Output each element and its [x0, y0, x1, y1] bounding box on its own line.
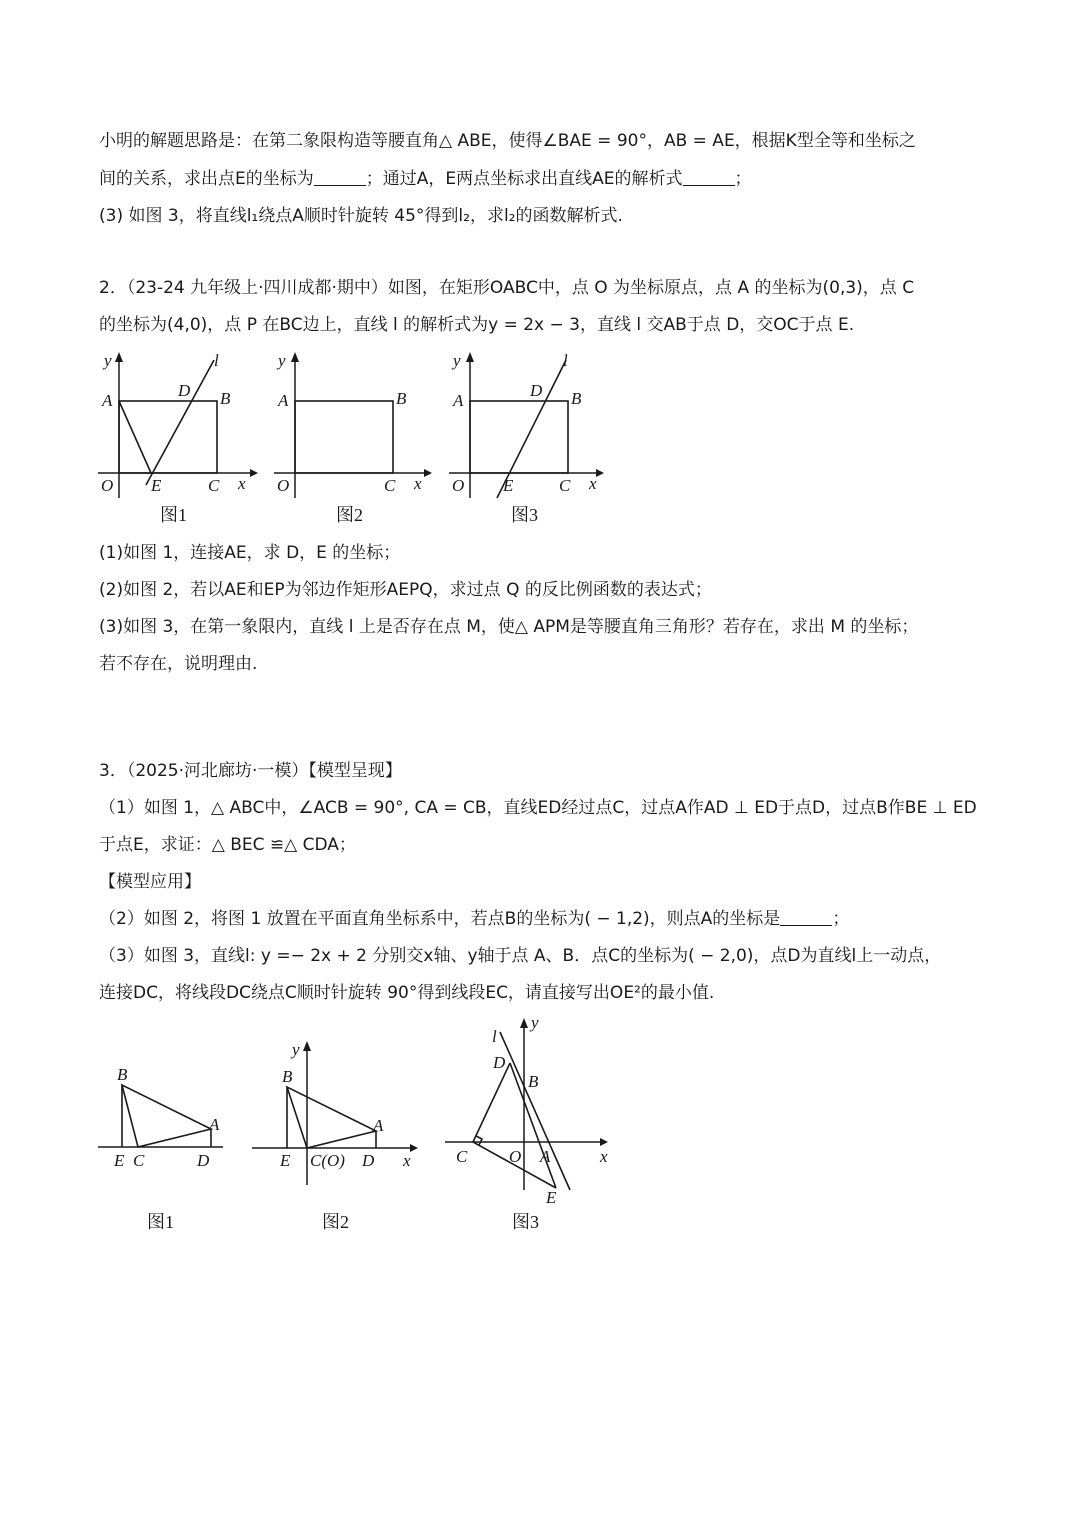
label-x: x: [589, 474, 597, 493]
q3-line-5: [99, 907, 849, 931]
label-e: E: [546, 1188, 557, 1207]
q3-line-2: （1）如图 1，△ ABC中，∠ACB = 90°, CA = CB，直线ED经过点C，过点A作AD ⊥ ED于点D，过点B作BE ⊥ ED: [99, 798, 977, 818]
label-x: x: [600, 1147, 608, 1166]
label-x: x: [414, 474, 422, 493]
y-axis-arrow-icon: [115, 352, 123, 362]
line-l: [146, 360, 214, 485]
x-axis-arrow-icon: [600, 1138, 608, 1146]
q3-line-5-part-a: （2）如图 2，将图 1 放置在平面直角坐标系中，若点B的坐标为( − 1,2)，则点A的坐标是: [99, 909, 781, 929]
triangle-abc: [287, 1087, 376, 1148]
label-l: l: [492, 1027, 497, 1046]
x-axis-arrow-icon: [424, 469, 432, 477]
q3-line-1: 3．（2025·河北廊坊·一模）【模型呈现】: [99, 761, 402, 781]
answer-blank-ae: [683, 167, 735, 186]
q2-part-1: (1)如图 1，连接AE，求 D，E 的坐标；: [99, 543, 401, 563]
label-l: l: [563, 351, 568, 370]
label-d: D: [178, 381, 191, 400]
label-b: B: [117, 1065, 128, 1084]
label-b: B: [282, 1067, 293, 1086]
q3-figure-3: [440, 1010, 620, 1240]
label-y: y: [453, 351, 461, 370]
label-c: C: [133, 1151, 145, 1170]
label-y: y: [292, 1040, 300, 1059]
label-d: D: [362, 1151, 375, 1170]
q2-line-1: 2．（23-24 九年级上·四川成都·期中）如图，在矩形OABC中，点 O 为坐标原点，点 A 的坐标为(0,3)，点 C: [99, 278, 915, 298]
label-c: C: [456, 1147, 468, 1166]
q2-figure-2: [266, 348, 436, 528]
x-axis-arrow-icon: [596, 469, 604, 477]
q1-line-2-part-b: ；通过A，E两点坐标求出直线AE的解析式: [365, 169, 683, 189]
triangle-abc: [122, 1085, 211, 1147]
q1-line-3: (3) 如图 3，将直线l₁绕点A顺时针旋转 45°得到l₂，求l₂的函数解析式.: [99, 206, 623, 226]
figure-caption: 图1: [160, 505, 187, 525]
label-e: E: [280, 1151, 291, 1170]
y-axis-arrow-icon: [466, 352, 474, 362]
label-a: A: [453, 391, 464, 410]
label-d: D: [197, 1151, 210, 1170]
segment-ae: [119, 401, 151, 473]
label-a: A: [540, 1147, 551, 1166]
label-x: x: [403, 1151, 411, 1170]
figure-caption: 图2: [322, 1212, 349, 1232]
label-o: O: [509, 1147, 522, 1166]
label-c: C: [559, 476, 571, 495]
rectangle-oabc: [295, 401, 393, 473]
q3-line-7: 连接DC，将线段DC绕点C顺时针旋转 90°得到线段EC，请直接写出OE²的最小值.: [99, 983, 715, 1003]
label-a: A: [209, 1115, 220, 1134]
label-b: B: [528, 1072, 539, 1091]
figure-caption: 图3: [511, 505, 538, 525]
label-c: C: [384, 476, 396, 495]
label-c: C: [208, 476, 220, 495]
label-x: x: [238, 474, 246, 493]
y-axis-arrow-icon: [520, 1018, 528, 1028]
label-l: l: [214, 351, 219, 370]
q3-line-4: 【模型应用】: [99, 872, 201, 892]
label-y: y: [531, 1013, 539, 1032]
label-o: O: [452, 476, 465, 495]
label-b: B: [396, 389, 407, 408]
label-c-o: C(O): [310, 1151, 345, 1170]
q1-line-1: 小明的解题思路是：在第二象限构造等腰直角△ ABE，使得∠BAE = 90°，AB = AE，根据K型全等和坐标之: [99, 131, 916, 151]
label-o: O: [101, 476, 114, 495]
rectangle-oabc: [470, 401, 568, 473]
label-d: D: [530, 381, 543, 400]
q2-part-3-line-2: 若不存在，说明理由.: [99, 654, 258, 674]
label-e: E: [114, 1151, 125, 1170]
label-y: y: [278, 351, 286, 370]
segment-dc: [473, 1063, 510, 1142]
q3-line-3: 于点E，求证：△ BEC ≌△ CDA；: [99, 835, 356, 855]
q1-line-2: [99, 167, 752, 191]
q2-figure-3: [441, 348, 611, 528]
label-e: E: [151, 476, 162, 495]
label-a: A: [373, 1116, 384, 1135]
rectangle-oabc: [119, 401, 217, 473]
answer-blank-a: [780, 907, 832, 926]
q2-part-2: (2)如图 2，若以AE和EP为邻边作矩形AEPQ，求过点 Q 的反比例函数的表达式；: [99, 580, 712, 600]
q1-line-2-part-a: 间的关系，求出点E的坐标为: [99, 169, 314, 189]
label-o: O: [277, 476, 290, 495]
label-b: B: [571, 389, 582, 408]
q2-line-2: 的坐标为(4,0)，点 P 在BC边上，直线 l 的解析式为y = 2x − 3，直线 l 交AB于点 D，交OC于点 E.: [99, 315, 855, 335]
answer-blank-e: [314, 167, 366, 186]
q1-line-2-part-c: ；: [734, 169, 752, 189]
x-axis-arrow-icon: [410, 1144, 418, 1152]
y-axis-arrow-icon: [291, 352, 299, 362]
x-axis-arrow-icon: [250, 469, 258, 477]
y-axis-arrow-icon: [303, 1041, 311, 1051]
label-b: B: [220, 389, 231, 408]
figure-caption: 图3: [512, 1212, 539, 1232]
label-y: y: [104, 351, 112, 370]
label-d: D: [493, 1053, 506, 1072]
q2-figure-1: [90, 348, 260, 528]
label-a: A: [102, 391, 113, 410]
label-e: E: [503, 476, 514, 495]
line-l: [500, 1032, 570, 1190]
q2-part-3-line-1: (3)如图 3，在第一象限内，直线 l 上是否存在点 M，使△ APM是等腰直角三角形？若存在，求出 M 的坐标；: [99, 617, 919, 637]
q3-line-5-part-b: ；: [832, 909, 850, 929]
label-a: A: [278, 391, 289, 410]
q3-figure-1: [95, 1060, 235, 1240]
q3-figure-2: [250, 1035, 430, 1232]
q3-line-6: （3）如图 3，直线l: y =− 2x + 2 分别交x轴、y轴于点 A、B．点C的坐标为( − 2,0)，点D为直线l上一动点，: [99, 946, 942, 966]
figure-caption: 图2: [336, 505, 363, 525]
figure-caption: 图1: [147, 1212, 174, 1232]
